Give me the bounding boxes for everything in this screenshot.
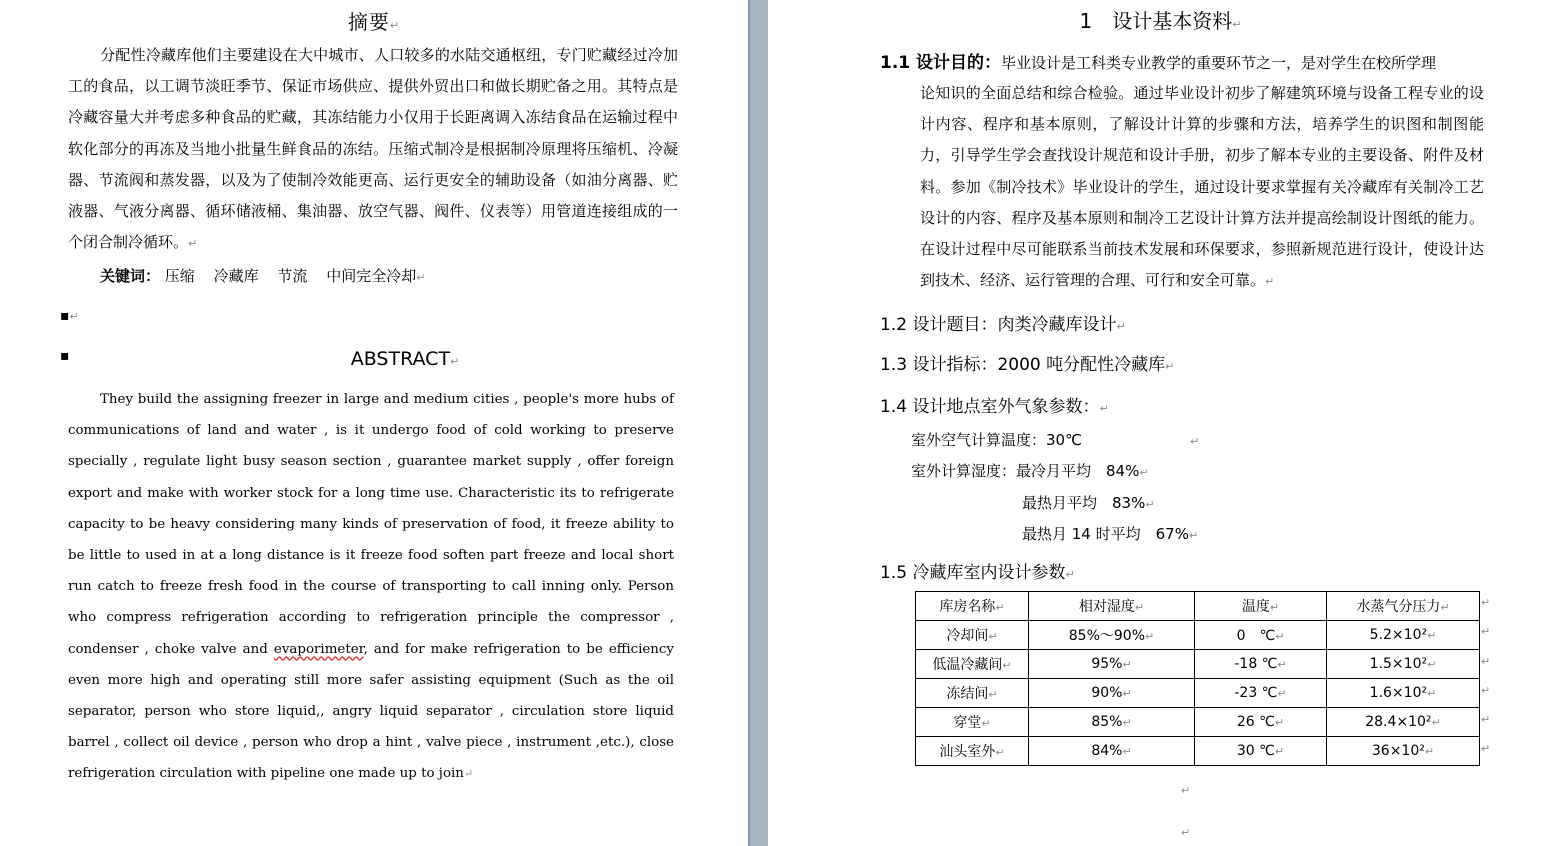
table-cell[interactable]: 1.6×10²↵ bbox=[1327, 679, 1480, 708]
climate-hottest-month[interactable]: 最热月平均 83%↵ bbox=[1022, 494, 1155, 512]
row-end-mark: ↵ bbox=[1481, 625, 1491, 638]
section-1-2-heading[interactable]: 1.2 设计题目：肉类冷藏库设计↵ bbox=[880, 315, 1126, 335]
table-cell[interactable]: 95%↵ bbox=[1029, 650, 1195, 679]
keywords-label: 关键词： bbox=[100, 267, 161, 285]
table-cell[interactable]: 90%↵ bbox=[1029, 679, 1195, 708]
left-page bbox=[0, 0, 748, 846]
section-1-1-heading[interactable]: 1.1 设计目的：毕业设计是工科类专业教学的重要环节之一，是对学生在校所学理 bbox=[880, 53, 1437, 73]
keyword-item: 压缩 bbox=[164, 267, 195, 285]
row-end-mark: ↵ bbox=[1481, 713, 1491, 726]
empty-paragraph-mark: ↵ bbox=[1181, 826, 1191, 839]
keyword-item: 中间完全冷却 bbox=[326, 267, 417, 285]
table-cell[interactable]: 冷却间↵ bbox=[916, 621, 1029, 650]
row-end-mark: ↵ bbox=[1481, 684, 1491, 697]
right-page bbox=[768, 0, 1553, 846]
table-cell[interactable]: 30 ℃↵ bbox=[1195, 737, 1327, 766]
table-cell[interactable]: 低温冷藏间↵ bbox=[916, 650, 1029, 679]
table-cell[interactable]: -18 ℃↵ bbox=[1195, 650, 1327, 679]
climate-air-temp[interactable]: 室外空气计算温度：30℃ ↵ bbox=[911, 431, 1200, 449]
table-cell[interactable]: 冻结间↵ bbox=[916, 679, 1029, 708]
table-cell[interactable]: 26 ℃↵ bbox=[1195, 708, 1327, 737]
keywords-line[interactable]: 关键词： 压缩 冷藏库 节流 中间完全冷却↵ bbox=[100, 267, 426, 285]
table-row bbox=[916, 708, 1480, 737]
empty-bullet-line: ▪↵ bbox=[60, 308, 79, 324]
table-header-cell[interactable]: 温度↵ bbox=[1195, 592, 1327, 621]
table-header-cell[interactable]: 相对湿度↵ bbox=[1029, 592, 1195, 621]
table-cell[interactable]: 穿堂↵ bbox=[916, 708, 1029, 737]
section-1-3-heading[interactable]: 1.3 设计指标：2000 吨分配性冷藏库↵ bbox=[880, 355, 1175, 375]
keyword-item: 冷藏库 bbox=[213, 267, 259, 285]
table-cell[interactable]: 5.2×10²↵ bbox=[1327, 621, 1480, 650]
abstract-en-title: ABSTRACT↵ bbox=[350, 348, 460, 370]
keyword-item: 节流 bbox=[277, 267, 308, 285]
abstract-en-paragraph[interactable]: They build the assigning freezer in large and medium cities , people's more hubs of communications of land and water , is it undergo food of cold working to preserve specially , regulate light busy season section , guarantee market supply , offer foreign export and make with worker stock for a long time use. Characteristic its to refrigerate capacity to be heavy considering many kinds of preservation of food, it freeze ability to be little to used in at a long distance is it freeze food soften part freeze and local short run catch to freeze fresh food in the course of transporting to call inning only. Person who compress refrigeration according to refrigeration principle the compressor , condenser , choke valve and evaporimeter, and for make refrigeration to be efficiency even more high and operating still more safer assisting equipment (Such as the oil separator, person who store liquid,, angry liquid separator , circulation store liquid barrel , collect oil device , person who drop a hint , valve piece , instrument ,etc.), close refrigeration circulation with pipeline one made up to join↵ bbox=[68, 392, 674, 782]
table-cell[interactable]: 1.5×10²↵ bbox=[1327, 650, 1480, 679]
empty-bullet-line: ▪ bbox=[60, 348, 70, 364]
row-end-mark: ↵ bbox=[1481, 596, 1491, 609]
section-1-1-body[interactable]: 论知识的全面总结和综合检验。通过毕业设计初步了解建筑环境与设备工程专业的设计内容、程序和基本原则，了解设计计算的步骤和方法，培养学生的识图和制图能力，引导学生学会查找设计规范和设计手册，初步了解本专业的主要设备、附件及材料。参加《制冷技术》毕业设计的学生，通过设计要求掌握有关冷藏库有关制冷工艺设计的内容、程序及基本原则和制冷工艺设计计算方法并提高绘制设计图纸的能力。在设计过程中尽可能联系当前技术发展和环保要求，参照新规范进行设计，使设计达到技术、经济、运行管理的合理、可行和安全可靠。↵ bbox=[920, 84, 1484, 290]
table-cell[interactable]: 36×10²↵ bbox=[1327, 737, 1480, 766]
page-gutter bbox=[748, 0, 768, 846]
table-cell[interactable]: 84%↵ bbox=[1029, 737, 1195, 766]
table-cell[interactable]: 85%～90%↵ bbox=[1029, 621, 1195, 650]
table-header-cell[interactable]: 水蒸气分压力↵ bbox=[1327, 592, 1480, 621]
table-row bbox=[916, 650, 1480, 679]
table-header-row bbox=[916, 592, 1480, 621]
section-1-4-heading[interactable]: 1.4 设计地点室外气象参数：↵ bbox=[880, 397, 1109, 417]
abstract-cn-paragraph[interactable]: 分配性冷藏库他们主要建设在大中城市、人口较多的水陆交通枢纽，专门贮藏经过冷加工的食品，以工调节淡旺季节、保证市场供应、提供外贸出口和做长期贮备之用。其特点是冷藏容量大并考虑多种食品的贮藏，其冻结能力小仅用于长距离调入冻结食品在运输过程中软化部分的再冻及当地小批量生鲜食品的冻结。压缩式制冷是根据制冷原理将压缩机、冷凝器、节流阀和蒸发器，以及为了使制冷效能更高、运行更安全的辅助设备（如油分离器、贮液器、气液分离器、循环储液桶、集油器、放空气器、阀件、仪表等）用管道连接组成的一个闭合制冷循环。↵ bbox=[68, 46, 678, 252]
table-cell[interactable]: -23 ℃↵ bbox=[1195, 679, 1327, 708]
abstract-title: 摘要↵ bbox=[347, 10, 401, 34]
climate-hottest-14h[interactable]: 最热月 14 时平均 67%↵ bbox=[1022, 525, 1199, 543]
table-row bbox=[916, 679, 1480, 708]
table-cell[interactable]: 汕头室外↵ bbox=[916, 737, 1029, 766]
table-row bbox=[916, 737, 1480, 766]
section-1-5-heading[interactable]: 1.5 冷藏库室内设计参数↵ bbox=[880, 563, 1075, 583]
spelling-error-word[interactable]: evaporimeter bbox=[273, 641, 364, 657]
row-end-mark: ↵ bbox=[1481, 742, 1491, 755]
table-header-cell[interactable]: 库房名称↵ bbox=[916, 592, 1029, 621]
table-cell[interactable]: 0 ℃↵ bbox=[1195, 621, 1327, 650]
row-end-mark: ↵ bbox=[1481, 655, 1491, 668]
design-parameters-table bbox=[915, 591, 1480, 766]
table-cell[interactable]: 28.4×10²↵ bbox=[1327, 708, 1480, 737]
empty-paragraph-mark: ↵ bbox=[1181, 784, 1191, 797]
chapter-title: 1 设计基本资料↵ bbox=[1079, 9, 1242, 33]
table-cell[interactable]: 85%↵ bbox=[1029, 708, 1195, 737]
table-row bbox=[916, 621, 1480, 650]
climate-humidity[interactable]: 室外计算湿度：最冷月平均 84%↵ bbox=[911, 462, 1149, 480]
